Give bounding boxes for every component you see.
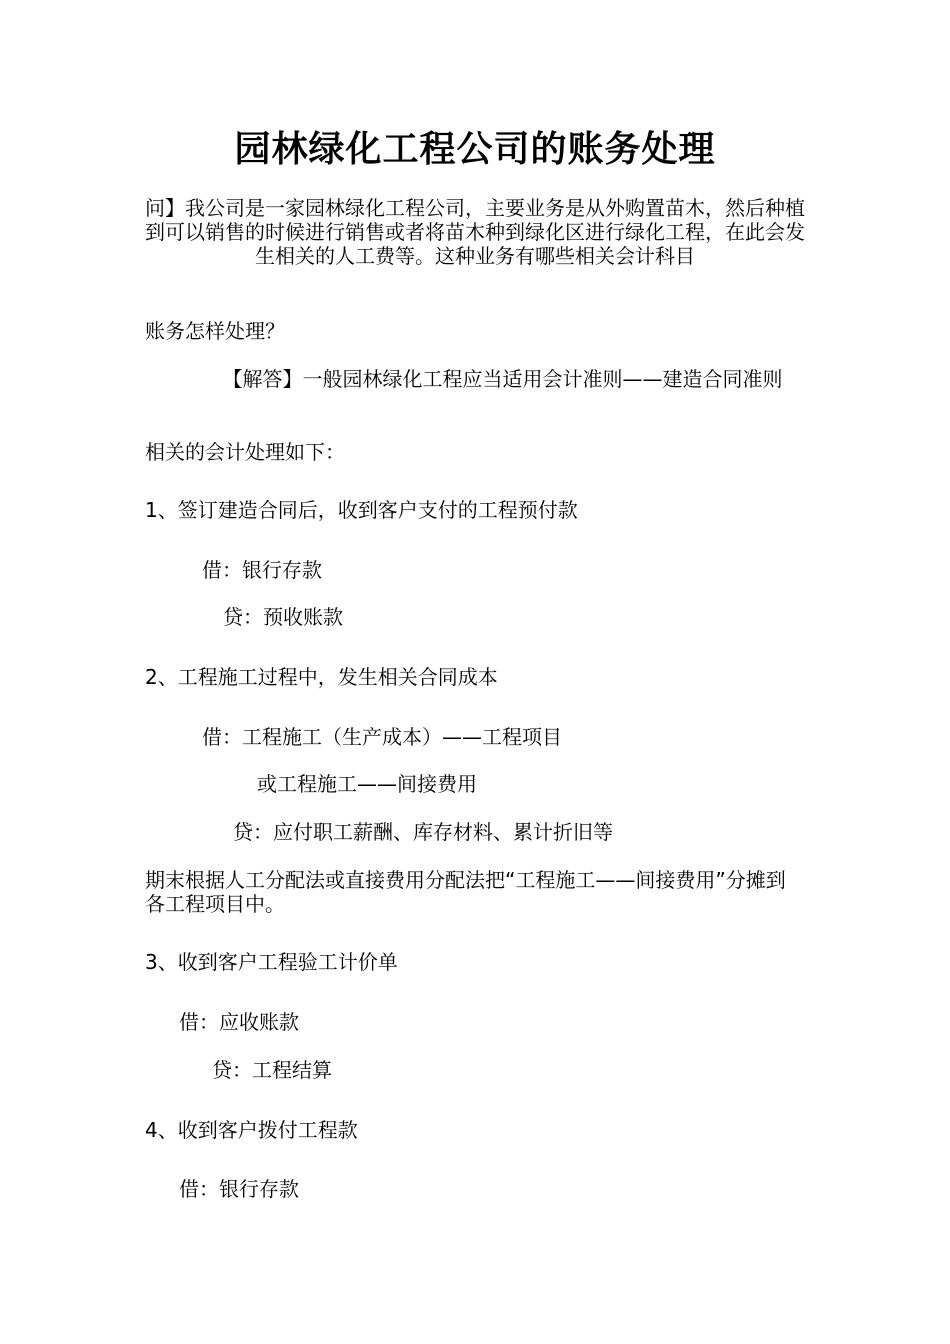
- section-1-credit: 贷：预收账款: [223, 605, 343, 629]
- section-3-title: 3、收到客户工程验工计价单: [145, 950, 398, 974]
- document-title: 园林绿化工程公司的账务处理: [234, 129, 716, 170]
- section-2-note: 期末根据人工分配法或直接费用分配法把“工程施工——间接费用”分摊到各工程项目中。: [145, 868, 786, 916]
- section-2-debit-alt: 或工程施工——间接费用: [257, 772, 477, 796]
- section-3-debit: 借：应收账款: [179, 1010, 299, 1034]
- section-4-debit: 借：银行存款: [179, 1177, 299, 1201]
- section-1-title: 1、签订建造合同后，收到客户支付的工程预付款: [145, 498, 578, 522]
- section-4-title: 4、收到客户拨付工程款: [145, 1118, 358, 1142]
- section-2-debit: 借：工程施工（生产成本）——工程项目: [202, 725, 562, 749]
- intro-line: 相关的会计处理如下：: [145, 440, 345, 464]
- answer-paragraph: 【解答】一般园林绿化工程应当适用会计准则——建造合同准则: [222, 367, 783, 391]
- section-3-credit: 贷：工程结算: [212, 1058, 332, 1082]
- section-2-title: 2、工程施工过程中，发生相关合同成本: [145, 665, 498, 689]
- section-1-debit: 借：银行存款: [202, 558, 322, 582]
- question-continuation: 账务怎样处理？: [145, 319, 285, 343]
- question-paragraph: 问】我公司是一家园林绿化工程公司，主要业务是从外购置苗木，然后种植到可以销售的时候进行销售或者将苗木种到绿化区进行绿化工程，在此会发生相关的人工费等。这种业务有哪些相关会计科目: [145, 196, 805, 268]
- section-2-credit: 贷：应付职工薪酬、库存材料、累计折旧等: [233, 820, 613, 844]
